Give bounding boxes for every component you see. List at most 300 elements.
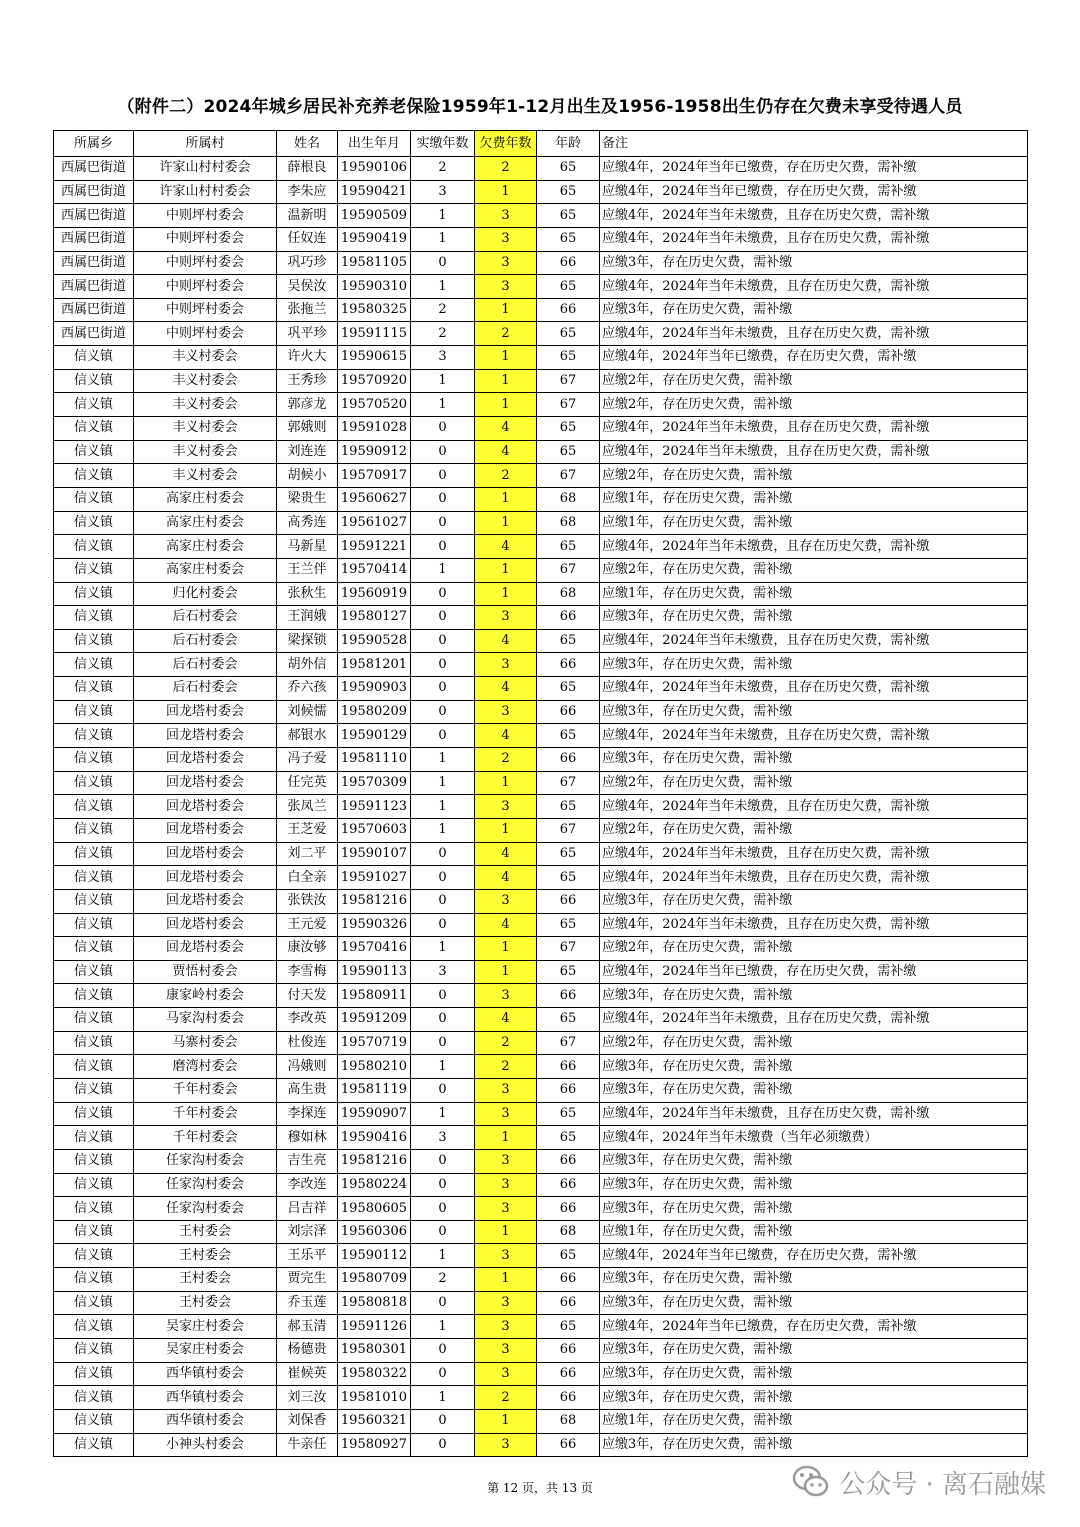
cell-age: 65: [537, 440, 600, 464]
cell-owed-years: 3: [475, 227, 537, 251]
cell-village: 许家山村村委会: [134, 180, 277, 204]
cell-owed-years: 1: [475, 298, 537, 322]
cell-birth-date: 19591209: [338, 1008, 411, 1032]
cell-age: 66: [537, 1055, 600, 1079]
cell-age: 66: [537, 700, 600, 724]
table-row: [54, 1339, 1028, 1363]
cell-age: 65: [537, 275, 600, 299]
cell-remark: 应缴3年，存在历史欠费，需补缴: [600, 1339, 1028, 1363]
cell-township: 信义镇: [54, 700, 134, 724]
cell-remark: 应缴3年，存在历史欠费，需补缴: [600, 984, 1028, 1008]
cell-age: 65: [537, 535, 600, 559]
cell-paid-years: 1: [411, 1244, 475, 1268]
cell-name: 穆如林: [277, 1126, 338, 1150]
cell-birth-date: 19580605: [338, 1197, 411, 1221]
cell-age: 65: [537, 960, 600, 984]
cell-village: 后石村委会: [134, 677, 277, 701]
cell-township: 信义镇: [54, 511, 134, 535]
table-row: [54, 818, 1028, 842]
cell-village: 任家沟村委会: [134, 1197, 277, 1221]
cell-township: 信义镇: [54, 842, 134, 866]
cell-remark: 应缴4年，2024年当年已缴费，存在历史欠费，需补缴: [600, 1315, 1028, 1339]
cell-birth-date: 19580927: [338, 1433, 411, 1457]
table-row: [54, 1362, 1028, 1386]
cell-township: 信义镇: [54, 582, 134, 606]
cell-name: 刘候懦: [277, 700, 338, 724]
cell-age: 67: [537, 369, 600, 393]
cell-age: 66: [537, 1433, 600, 1457]
cell-township: 信义镇: [54, 1386, 134, 1410]
table-row: [54, 1055, 1028, 1079]
table-row: [54, 629, 1028, 653]
cell-remark: 应缴3年，存在历史欠费，需补缴: [600, 1291, 1028, 1315]
cell-paid-years: 0: [411, 629, 475, 653]
table-row: [54, 1031, 1028, 1055]
cell-village: 回龙塔村委会: [134, 748, 277, 772]
cell-name: 王芝爱: [277, 818, 338, 842]
cell-birth-date: 19590528: [338, 629, 411, 653]
cell-village: 高家庄村委会: [134, 511, 277, 535]
cell-paid-years: 0: [411, 700, 475, 724]
table-row: [54, 700, 1028, 724]
cell-birth-date: 19590106: [338, 157, 411, 181]
cell-birth-date: 19580301: [338, 1339, 411, 1363]
cell-paid-years: 0: [411, 1197, 475, 1221]
cell-township: 信义镇: [54, 1078, 134, 1102]
cell-remark: 应缴2年，存在历史欠费，需补缴: [600, 369, 1028, 393]
column-header-age: 年龄: [537, 131, 600, 157]
cell-village: 中则坪村委会: [134, 275, 277, 299]
table-row: [54, 771, 1028, 795]
cell-age: 66: [537, 653, 600, 677]
cell-remark: 应缴4年，2024年当年未缴费，且存在历史欠费，需补缴: [600, 275, 1028, 299]
cell-township: 信义镇: [54, 558, 134, 582]
cell-birth-date: 19580210: [338, 1055, 411, 1079]
cell-paid-years: 0: [411, 866, 475, 890]
cell-village: 西华镇村委会: [134, 1386, 277, 1410]
table-row: [54, 275, 1028, 299]
cell-village: 任家沟村委会: [134, 1149, 277, 1173]
table-row: [54, 677, 1028, 701]
cell-village: 中则坪村委会: [134, 251, 277, 275]
cell-age: 66: [537, 1386, 600, 1410]
cell-remark: 应缴2年，存在历史欠费，需补缴: [600, 771, 1028, 795]
cell-birth-date: 19570520: [338, 393, 411, 417]
cell-birth-date: 19581201: [338, 653, 411, 677]
cell-owed-years: 3: [475, 606, 537, 630]
cell-remark: 应缴4年，2024年当年未缴费，且存在历史欠费，需补缴: [600, 322, 1028, 346]
cell-owed-years: 2: [475, 464, 537, 488]
cell-paid-years: 1: [411, 818, 475, 842]
cell-village: 王村委会: [134, 1268, 277, 1292]
cell-township: 信义镇: [54, 771, 134, 795]
cell-name: 白全亲: [277, 866, 338, 890]
cell-owed-years: 4: [475, 913, 537, 937]
cell-paid-years: 0: [411, 984, 475, 1008]
table-row: [54, 180, 1028, 204]
cell-paid-years: 0: [411, 1078, 475, 1102]
cell-owed-years: 3: [475, 1362, 537, 1386]
cell-paid-years: 2: [411, 298, 475, 322]
cell-township: 信义镇: [54, 795, 134, 819]
cell-township: 信义镇: [54, 889, 134, 913]
table-row: [54, 1102, 1028, 1126]
cell-township: 信义镇: [54, 866, 134, 890]
cell-name: 刘三汝: [277, 1386, 338, 1410]
cell-village: 丰义村委会: [134, 417, 277, 441]
cell-village: 回龙塔村委会: [134, 818, 277, 842]
cell-remark: 应缴4年，2024年当年未缴费，且存在历史欠费，需补缴: [600, 913, 1028, 937]
cell-township: 信义镇: [54, 487, 134, 511]
cell-paid-years: 3: [411, 346, 475, 370]
cell-birth-date: 19570309: [338, 771, 411, 795]
table-row: [54, 393, 1028, 417]
cell-township: 信义镇: [54, 606, 134, 630]
cell-remark: 应缴3年，存在历史欠费，需补缴: [600, 298, 1028, 322]
cell-remark: 应缴3年，存在历史欠费，需补缴: [600, 1173, 1028, 1197]
cell-remark: 应缴4年，2024年当年已缴费，存在历史欠费，需补缴: [600, 1244, 1028, 1268]
cell-owed-years: 3: [475, 984, 537, 1008]
cell-township: 信义镇: [54, 1220, 134, 1244]
column-header-paid-years: 实缴年数: [411, 131, 475, 157]
table-row: [54, 417, 1028, 441]
table-row: [54, 535, 1028, 559]
cell-village: 回龙塔村委会: [134, 700, 277, 724]
cell-birth-date: 19580224: [338, 1173, 411, 1197]
cell-owed-years: 4: [475, 440, 537, 464]
cell-name: 王乐平: [277, 1244, 338, 1268]
cell-age: 68: [537, 582, 600, 606]
cell-birth-date: 19590421: [338, 180, 411, 204]
cell-owed-years: 3: [475, 700, 537, 724]
cell-owed-years: 1: [475, 346, 537, 370]
cell-name: 乔玉莲: [277, 1291, 338, 1315]
cell-name: 李雪梅: [277, 960, 338, 984]
cell-owed-years: 2: [475, 322, 537, 346]
cell-remark: 应缴1年，存在历史欠费，需补缴: [600, 1409, 1028, 1433]
cell-paid-years: 0: [411, 1291, 475, 1315]
cell-township: 信义镇: [54, 440, 134, 464]
cell-township: 信义镇: [54, 346, 134, 370]
cell-remark: 应缴3年，存在历史欠费，需补缴: [600, 606, 1028, 630]
table-row: [54, 1149, 1028, 1173]
cell-birth-date: 19581110: [338, 748, 411, 772]
cell-township: 信义镇: [54, 653, 134, 677]
cell-remark: 应缴4年，2024年当年未缴费，且存在历史欠费，需补缴: [600, 677, 1028, 701]
cell-birth-date: 19581105: [338, 251, 411, 275]
cell-remark: 应缴3年，存在历史欠费，需补缴: [600, 1149, 1028, 1173]
cell-village: 吴家庄村委会: [134, 1315, 277, 1339]
cell-village: 许家山村村委会: [134, 157, 277, 181]
cell-village: 回龙塔村委会: [134, 889, 277, 913]
cell-age: 66: [537, 1173, 600, 1197]
cell-remark: 应缴3年，存在历史欠费，需补缴: [600, 700, 1028, 724]
cell-owed-years: 4: [475, 842, 537, 866]
cell-name: 刘连连: [277, 440, 338, 464]
cell-name: 李改英: [277, 1008, 338, 1032]
cell-name: 许火大: [277, 346, 338, 370]
cell-name: 任完英: [277, 771, 338, 795]
cell-village: 回龙塔村委会: [134, 771, 277, 795]
cell-village: 王村委会: [134, 1244, 277, 1268]
cell-township: 信义镇: [54, 1409, 134, 1433]
cell-township: 西属巴街道: [54, 322, 134, 346]
cell-age: 66: [537, 1197, 600, 1221]
cell-age: 65: [537, 1008, 600, 1032]
cell-paid-years: 0: [411, 582, 475, 606]
cell-village: 回龙塔村委会: [134, 724, 277, 748]
page-number: 第 12 页，共 13 页: [487, 1481, 593, 1495]
cell-township: 西属巴街道: [54, 227, 134, 251]
table-row: [54, 1078, 1028, 1102]
watermark: [791, 1462, 1046, 1502]
cell-township: 西属巴街道: [54, 251, 134, 275]
cell-village: 马家沟村委会: [134, 1008, 277, 1032]
cell-village: 高家庄村委会: [134, 558, 277, 582]
cell-paid-years: 0: [411, 1008, 475, 1032]
cell-township: 西属巴街道: [54, 204, 134, 228]
table-row: [54, 795, 1028, 819]
cell-remark: 应缴4年，2024年当年未缴费，且存在历史欠费，需补缴: [600, 227, 1028, 251]
cell-remark: 应缴3年，存在历史欠费，需补缴: [600, 1433, 1028, 1457]
cell-owed-years: 3: [475, 1197, 537, 1221]
table-row: [54, 1244, 1028, 1268]
cell-paid-years: 1: [411, 558, 475, 582]
cell-age: 67: [537, 558, 600, 582]
cell-remark: 应缴3年，存在历史欠费，需补缴: [600, 1386, 1028, 1410]
cell-paid-years: 1: [411, 771, 475, 795]
cell-birth-date: 19590509: [338, 204, 411, 228]
cell-birth-date: 19570920: [338, 369, 411, 393]
cell-township: 信义镇: [54, 464, 134, 488]
table-row: [54, 724, 1028, 748]
cell-village: 回龙塔村委会: [134, 842, 277, 866]
cell-birth-date: 19590615: [338, 346, 411, 370]
table-row: [54, 1197, 1028, 1221]
cell-village: 丰义村委会: [134, 369, 277, 393]
cell-birth-date: 19570603: [338, 818, 411, 842]
cell-name: 李探连: [277, 1102, 338, 1126]
cell-birth-date: 19580127: [338, 606, 411, 630]
column-header-name: 姓名: [277, 131, 338, 157]
table-row: [54, 1008, 1028, 1032]
cell-name: 郝玉清: [277, 1315, 338, 1339]
cell-village: 归化村委会: [134, 582, 277, 606]
cell-paid-years: 0: [411, 1149, 475, 1173]
cell-owed-years: 1: [475, 771, 537, 795]
cell-township: 信义镇: [54, 984, 134, 1008]
cell-name: 高生贵: [277, 1078, 338, 1102]
cell-birth-date: 19580818: [338, 1291, 411, 1315]
cell-owed-years: 1: [475, 180, 537, 204]
cell-name: 梁探锁: [277, 629, 338, 653]
cell-name: 薛根良: [277, 157, 338, 181]
cell-owed-years: 3: [475, 1078, 537, 1102]
cell-age: 66: [537, 298, 600, 322]
cell-name: 马新星: [277, 535, 338, 559]
cell-village: 回龙塔村委会: [134, 937, 277, 961]
cell-age: 66: [537, 1291, 600, 1315]
cell-birth-date: 19580709: [338, 1268, 411, 1292]
cell-village: 丰义村委会: [134, 393, 277, 417]
cell-owed-years: 3: [475, 1173, 537, 1197]
table-row: [54, 748, 1028, 772]
cell-paid-years: 0: [411, 440, 475, 464]
cell-birth-date: 19581010: [338, 1386, 411, 1410]
cell-paid-years: 1: [411, 748, 475, 772]
cell-village: 王村委会: [134, 1220, 277, 1244]
table-row: [54, 606, 1028, 630]
cell-owed-years: 2: [475, 1055, 537, 1079]
cell-paid-years: 1: [411, 393, 475, 417]
cell-name: 胡候小: [277, 464, 338, 488]
cell-birth-date: 19570917: [338, 464, 411, 488]
cell-name: 付天发: [277, 984, 338, 1008]
cell-owed-years: 1: [475, 393, 537, 417]
cell-age: 68: [537, 1409, 600, 1433]
cell-township: 信义镇: [54, 393, 134, 417]
cell-birth-date: 19590112: [338, 1244, 411, 1268]
cell-remark: 应缴3年，存在历史欠费，需补缴: [600, 1268, 1028, 1292]
cell-age: 65: [537, 629, 600, 653]
cell-name: 康汝够: [277, 937, 338, 961]
arrears-table: [53, 130, 1028, 1457]
cell-name: 乔六孩: [277, 677, 338, 701]
cell-village: 回龙塔村委会: [134, 795, 277, 819]
cell-owed-years: 3: [475, 1315, 537, 1339]
cell-age: 67: [537, 771, 600, 795]
cell-remark: 应缴4年，2024年当年未缴费，且存在历史欠费，需补缴: [600, 1102, 1028, 1126]
cell-village: 千年村委会: [134, 1102, 277, 1126]
cell-township: 信义镇: [54, 724, 134, 748]
cell-owed-years: 2: [475, 748, 537, 772]
cell-village: 中则坪村委会: [134, 227, 277, 251]
table-header-row: [54, 131, 1028, 157]
cell-name: 张铁汝: [277, 889, 338, 913]
cell-name: 温新明: [277, 204, 338, 228]
table-row: [54, 1268, 1028, 1292]
column-header-birth-date: 出生年月: [338, 131, 411, 157]
table-row: [54, 1291, 1028, 1315]
cell-age: 66: [537, 1078, 600, 1102]
cell-remark: 应缴4年，2024年当年未缴费，且存在历史欠费，需补缴: [600, 866, 1028, 890]
cell-village: 回龙塔村委会: [134, 866, 277, 890]
cell-owed-years: 1: [475, 369, 537, 393]
cell-paid-years: 0: [411, 889, 475, 913]
cell-paid-years: 1: [411, 937, 475, 961]
cell-village: 丰义村委会: [134, 464, 277, 488]
table-row: [54, 582, 1028, 606]
watermark-text: 公众号 · 离石融媒: [839, 1469, 1046, 1500]
cell-paid-years: 1: [411, 1055, 475, 1079]
cell-age: 66: [537, 984, 600, 1008]
cell-owed-years: 1: [475, 960, 537, 984]
table-row: [54, 653, 1028, 677]
cell-remark: 应缴4年，2024年当年未缴费，且存在历史欠费，需补缴: [600, 1008, 1028, 1032]
table-row: [54, 937, 1028, 961]
cell-name: 李改连: [277, 1173, 338, 1197]
cell-village: 回龙塔村委会: [134, 913, 277, 937]
cell-age: 65: [537, 157, 600, 181]
cell-birth-date: 19560919: [338, 582, 411, 606]
cell-birth-date: 19560321: [338, 1409, 411, 1433]
cell-name: 刘二平: [277, 842, 338, 866]
cell-name: 刘保香: [277, 1409, 338, 1433]
cell-name: 王润娥: [277, 606, 338, 630]
cell-name: 崔候英: [277, 1362, 338, 1386]
cell-age: 66: [537, 748, 600, 772]
cell-remark: 应缴4年，2024年当年未缴费，且存在历史欠费，需补缴: [600, 629, 1028, 653]
cell-remark: 应缴3年，存在历史欠费，需补缴: [600, 748, 1028, 772]
cell-township: 信义镇: [54, 937, 134, 961]
cell-owed-years: 1: [475, 1220, 537, 1244]
table-row: [54, 1433, 1028, 1457]
cell-name: 巩平珍: [277, 322, 338, 346]
document-title: （附件二）2024年城乡居民补充养老保险1959年1-12月出生及1956-1958出生仍存在欠费未享受待遇人员: [117, 97, 963, 117]
cell-birth-date: 19590129: [338, 724, 411, 748]
table-row: [54, 913, 1028, 937]
cell-village: 任家沟村委会: [134, 1173, 277, 1197]
cell-village: 西华镇村委会: [134, 1409, 277, 1433]
cell-age: 68: [537, 487, 600, 511]
cell-township: 信义镇: [54, 1126, 134, 1150]
cell-age: 67: [537, 1031, 600, 1055]
cell-birth-date: 19581216: [338, 1149, 411, 1173]
cell-township: 信义镇: [54, 535, 134, 559]
cell-birth-date: 19560306: [338, 1220, 411, 1244]
cell-remark: 应缴3年，存在历史欠费，需补缴: [600, 1055, 1028, 1079]
cell-remark: 应缴2年，存在历史欠费，需补缴: [600, 1031, 1028, 1055]
cell-age: 65: [537, 677, 600, 701]
cell-remark: 应缴4年，2024年当年未缴费，且存在历史欠费，需补缴: [600, 535, 1028, 559]
cell-birth-date: 19590419: [338, 227, 411, 251]
cell-age: 68: [537, 1220, 600, 1244]
table-row: [54, 1409, 1028, 1433]
cell-paid-years: 0: [411, 487, 475, 511]
cell-remark: 应缴4年，2024年当年未缴费，且存在历史欠费，需补缴: [600, 417, 1028, 441]
cell-owed-years: 2: [475, 1031, 537, 1055]
cell-remark: 应缴2年，存在历史欠费，需补缴: [600, 937, 1028, 961]
table-row: [54, 346, 1028, 370]
cell-name: 吉生亮: [277, 1149, 338, 1173]
cell-village: 磨湾村委会: [134, 1055, 277, 1079]
cell-remark: 应缴4年，2024年当年已缴费，存在历史欠费，需补缴: [600, 346, 1028, 370]
column-header-village: 所属村: [134, 131, 277, 157]
cell-age: 65: [537, 842, 600, 866]
cell-age: 66: [537, 889, 600, 913]
cell-remark: 应缴2年，存在历史欠费，需补缴: [600, 464, 1028, 488]
cell-village: 小神头村委会: [134, 1433, 277, 1457]
cell-name: 郭彦龙: [277, 393, 338, 417]
cell-age: 65: [537, 866, 600, 890]
cell-remark: 应缴3年，存在历史欠费，需补缴: [600, 1078, 1028, 1102]
cell-township: 西属巴街道: [54, 298, 134, 322]
cell-owed-years: 4: [475, 629, 537, 653]
cell-owed-years: 1: [475, 1268, 537, 1292]
cell-village: 中则坪村委会: [134, 298, 277, 322]
table-row: [54, 298, 1028, 322]
cell-village: 后石村委会: [134, 629, 277, 653]
cell-birth-date: 19591126: [338, 1315, 411, 1339]
cell-name: 牛亲任: [277, 1433, 338, 1457]
cell-remark: 应缴3年，存在历史欠费，需补缴: [600, 889, 1028, 913]
cell-name: 杜俊连: [277, 1031, 338, 1055]
table-row: [54, 960, 1028, 984]
cell-remark: 应缴4年，2024年当年未缴费，且存在历史欠费，需补缴: [600, 842, 1028, 866]
cell-owed-years: 4: [475, 724, 537, 748]
table-row: [54, 984, 1028, 1008]
cell-name: 冯娥则: [277, 1055, 338, 1079]
